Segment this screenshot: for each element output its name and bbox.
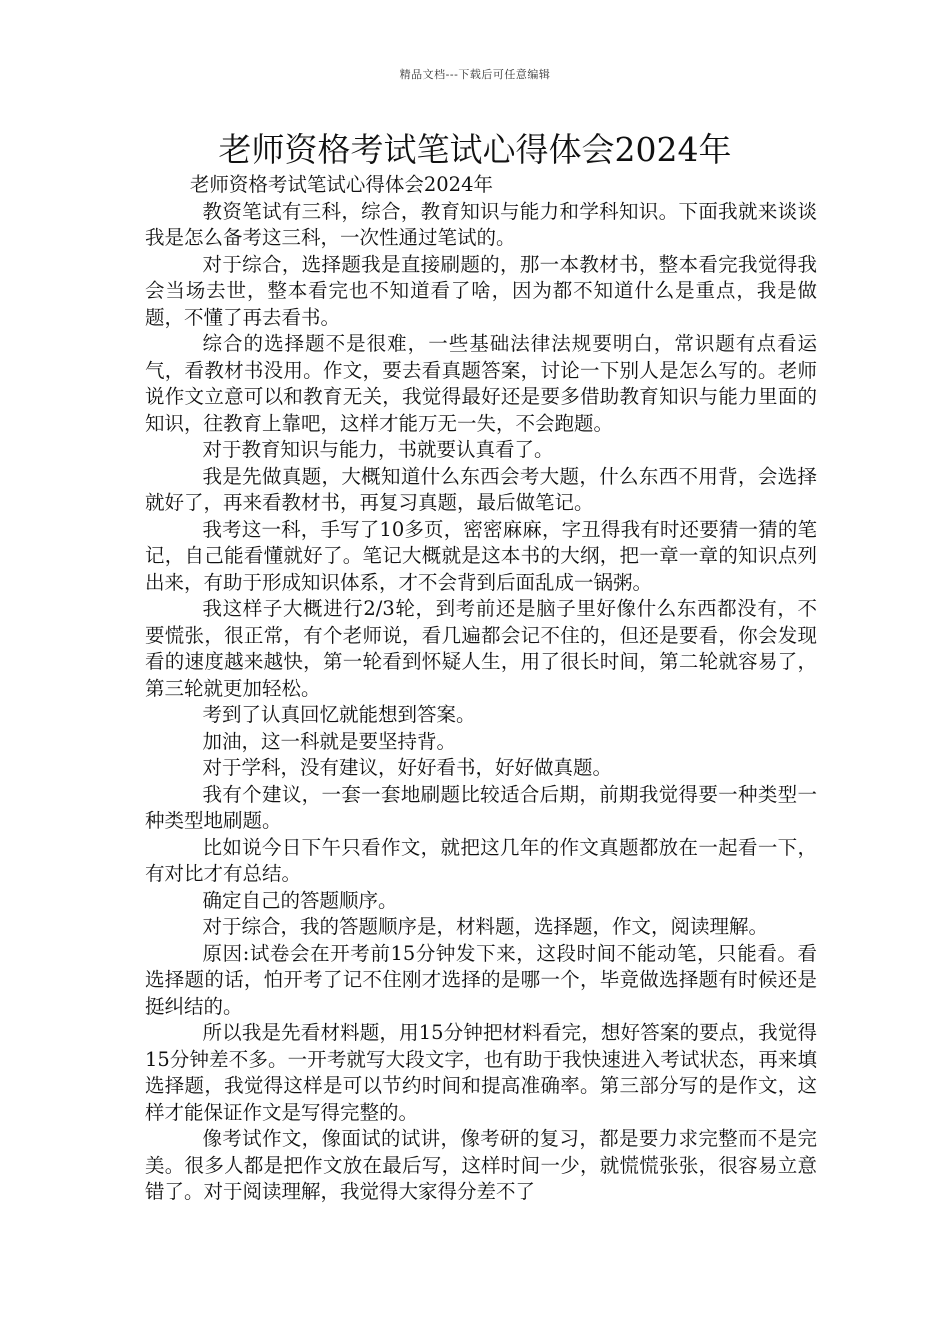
paragraph: 加油，这一科就是要坚持背。	[202, 729, 457, 753]
header-note: 精品文档---下载后可任意编辑	[399, 68, 551, 81]
paragraph: 像考试作文，像面试的试讲，像考研的复习，都是要力求完整而不是完美。很多人都是把作文放在最后写，这样时间一少，就慌慌张张，很容易立意错了。对于阅读理解，我觉得大家得分差不了	[145, 1127, 817, 1203]
paragraph: 考到了认真回忆就能想到答案。	[202, 703, 476, 726]
paragraph: 对于学科，没有建议，好好看书，好好做真题。	[202, 756, 613, 779]
paragraph: 我这样子大概进行2/3轮，到考前还是脑子里好像什么东西都没有，不要慌张，很正常，有个老师说，看几遍都会记不住的，但还是要看，你会发现看的速度越来越快，第一轮看到怀疑人生，用了很长时间，第二轮就容易了，第三轮就更加轻松。	[145, 597, 817, 700]
subtitle-paragraph: 老师资格考试笔试心得体会2024年	[189, 173, 493, 196]
paragraph: 综合的选择题不是很难，一些基础法律法规要明白，常识题有点看运气，看教材书没用。作文，要去看真题答案，讨论一下别人是怎么写的。老师说作文立意可以和教育无关，我觉得最好还是要多借助教育知识与能力里面的知识，往教育上靠吧，这样才能万无一失，不会跑题。	[145, 332, 817, 435]
document-title: 老师资格考试笔试心得体会2024年	[218, 130, 732, 169]
paragraph: 我考这一科，手写了10多页，密密麻麻，字丑得我有时还要猜一猜的笔记，自己能看懂就好了。笔记大概就是这本书的大纲，把一章一章的知识点列出来，有助于形成知识体系，才不会背到后面乱成一锅粥。	[145, 517, 817, 594]
document-body	[145, 172, 817, 1206]
paragraph: 我是先做真题，大概知道什么东西会考大题，什么东西不用背，会选择就好了，再来看教材书，再复习真题，最后做笔记。	[145, 464, 817, 514]
paragraph: 比如说今日下午只看作文，就把这几年的作文真题都放在一起看一下，有对比才有总结。	[145, 835, 817, 885]
paragraph: 对于综合，我的答题顺序是，材料题，选择题，作文，阅读理解。	[202, 915, 769, 938]
paragraph: 我有个建议，一套一套地刷题比较适合后期，前期我觉得要一种类型一种类型地刷题。	[145, 782, 817, 832]
paragraph: 对于教育知识与能力，书就要认真看了。	[202, 438, 554, 461]
paragraph: 确定自己的答题顺序。	[202, 888, 398, 912]
paragraph: 对于综合，选择题我是直接刷题的，那一本教材书，整本看完我觉得我会当场去世，整本看完也不知道看了啥，因为都不知道什么是重点，我是做题，不懂了再去看书。	[145, 252, 817, 329]
paragraph: 教资笔试有三科，综合，教育知识与能力和学科知识。下面我就来谈谈我是怎么备考这三科，一次性通过笔试的。	[145, 199, 817, 249]
paragraph: 所以我是先看材料题，用15分钟把材料看完，想好答案的要点，我觉得15分钟差不多。一开考就写大段文字，也有助于我快速进入考试状态，再来填选择题，我觉得这样是可以节约时间和提高准确率。第三部分写的是作文，这样才能保证作文是写得完整的。	[145, 1021, 817, 1124]
paragraph: 原因:试卷会在开考前15分钟发下来，这段时间不能动笔，只能看。看选择题的话，怕开考了记不住刚才选择的是哪一个，毕竟做选择题有时候还是挺纠结的。	[145, 941, 817, 1018]
